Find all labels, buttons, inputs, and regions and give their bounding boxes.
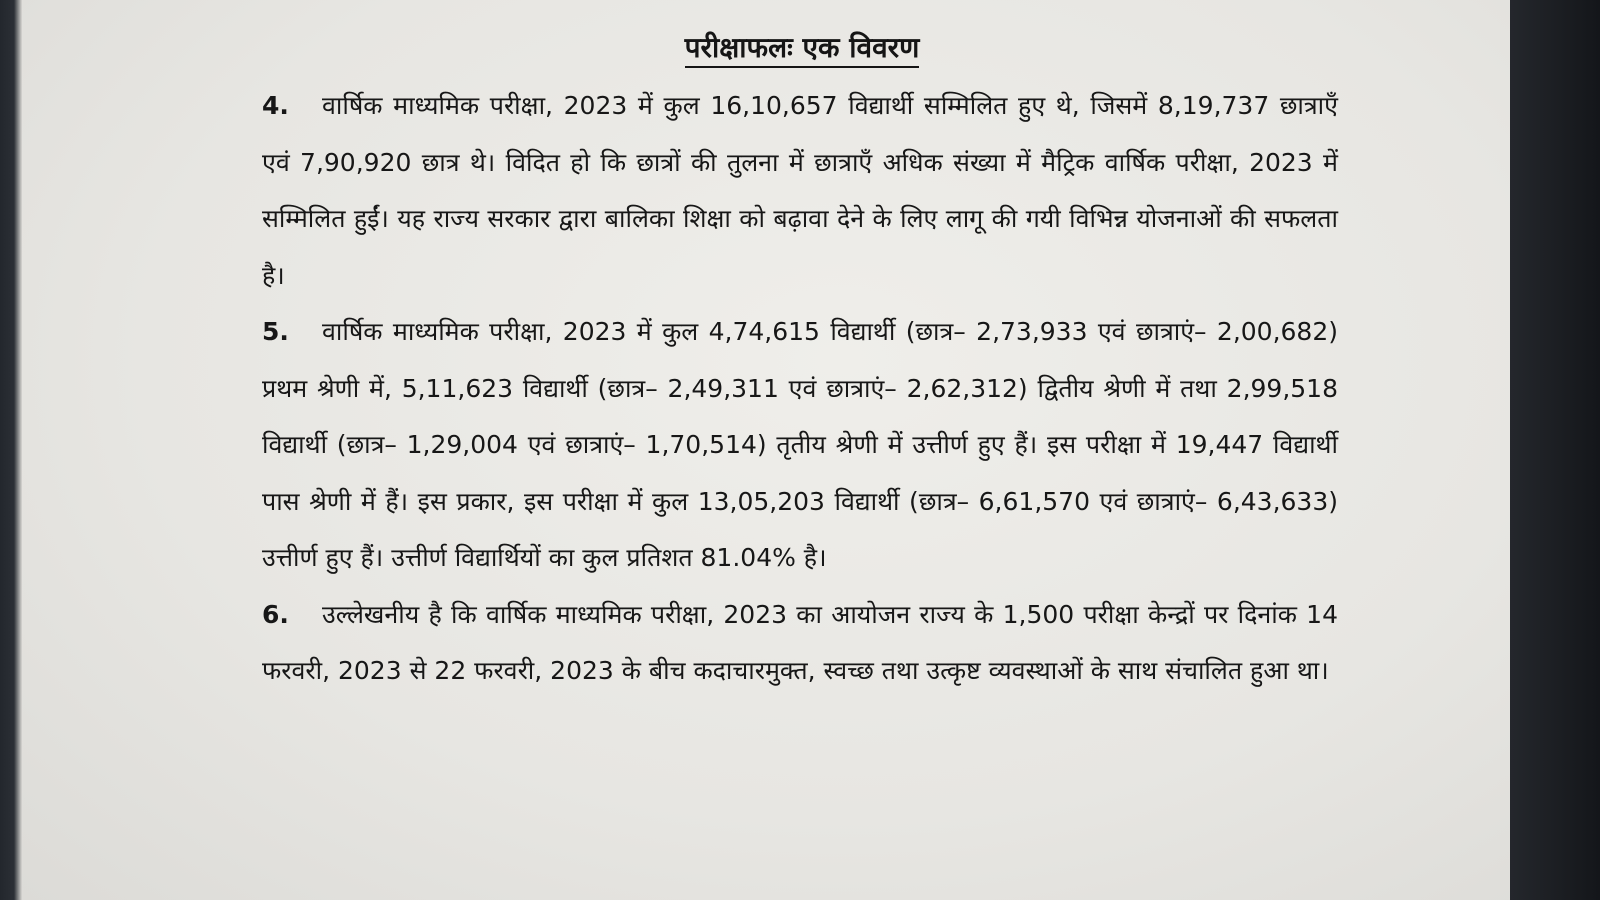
paragraph-4 — [262, 78, 1338, 304]
paragraph-5 — [262, 304, 1338, 587]
paragraph-number: 5. — [262, 317, 289, 346]
paragraph-text: उल्लेखनीय है कि वार्षिक माध्यमिक परीक्षा, 2023 का आयोजन राज्य के 1,500 परीक्षा केन्द्रों पर दिनांक 14 फरवरी, 2023 से 22 फरवरी, 2023 के बीच कदाचारमुक्त, स्वच्छ तथा उत्कृष्ट व्यवस्थाओं के साथ संचालित हुआ था। — [262, 599, 1338, 685]
paragraph-text: वार्षिक माध्यमिक परीक्षा, 2023 में कुल 4,74,615 विद्यार्थी (छात्र– 2,73,933 एवं छात्राएं– 2,00,682) प्रथम श्रेणी में, 5,11,623 विद्यार्थी (छात्र– 2,49,311 एवं छात्राएं– 2,62,312) द्वितीय श्रेणी में तथा 2,99,518 विद्यार्थी (छात्र– 1,29,004 एवं छात्राएं– 1,70,514) तृतीय श्रेणी में उत्तीर्ण हुए हैं। इस परीक्षा में 19,447 विद्यार्थी पास श्रेणी में हैं। इस प्रकार, इस परीक्षा में कुल 13,05,203 विद्यार्थी (छात्र– 6,61,570 एवं छात्राएं– 6,43,633) उत्तीर्ण हुए हैं। उत्तीर्ण विद्यार्थियों का कुल प्रतिशत 81.04% है। — [262, 317, 1338, 572]
paragraph-6 — [262, 587, 1338, 700]
document-body — [262, 78, 1338, 700]
document-page — [22, 0, 1510, 900]
document-title — [22, 28, 1582, 66]
paragraph-number: 6. — [262, 599, 289, 629]
paragraph-text: वार्षिक माध्यमिक परीक्षा, 2023 में कुल 16,10,657 विद्यार्थी सम्मिलित हुए थे, जिसमें 8,19,737 छात्राएँ एवं 7,90,920 छात्र थे। विदित हो कि छात्रों की तुलना में छात्राएँ अधिक संख्या में मैट्रिक वार्षिक परीक्षा, 2023 में सम्मिलित हुईं। यह राज्य सरकार द्वारा बालिका शिक्षा को बढ़ावा देने के लिए लागू की गयी विभिन्न योजनाओं की सफलता है। — [262, 91, 1338, 290]
paragraph-number: 4. — [262, 91, 289, 120]
document-title-text: परीक्षाफलः एक विवरण — [685, 31, 920, 68]
